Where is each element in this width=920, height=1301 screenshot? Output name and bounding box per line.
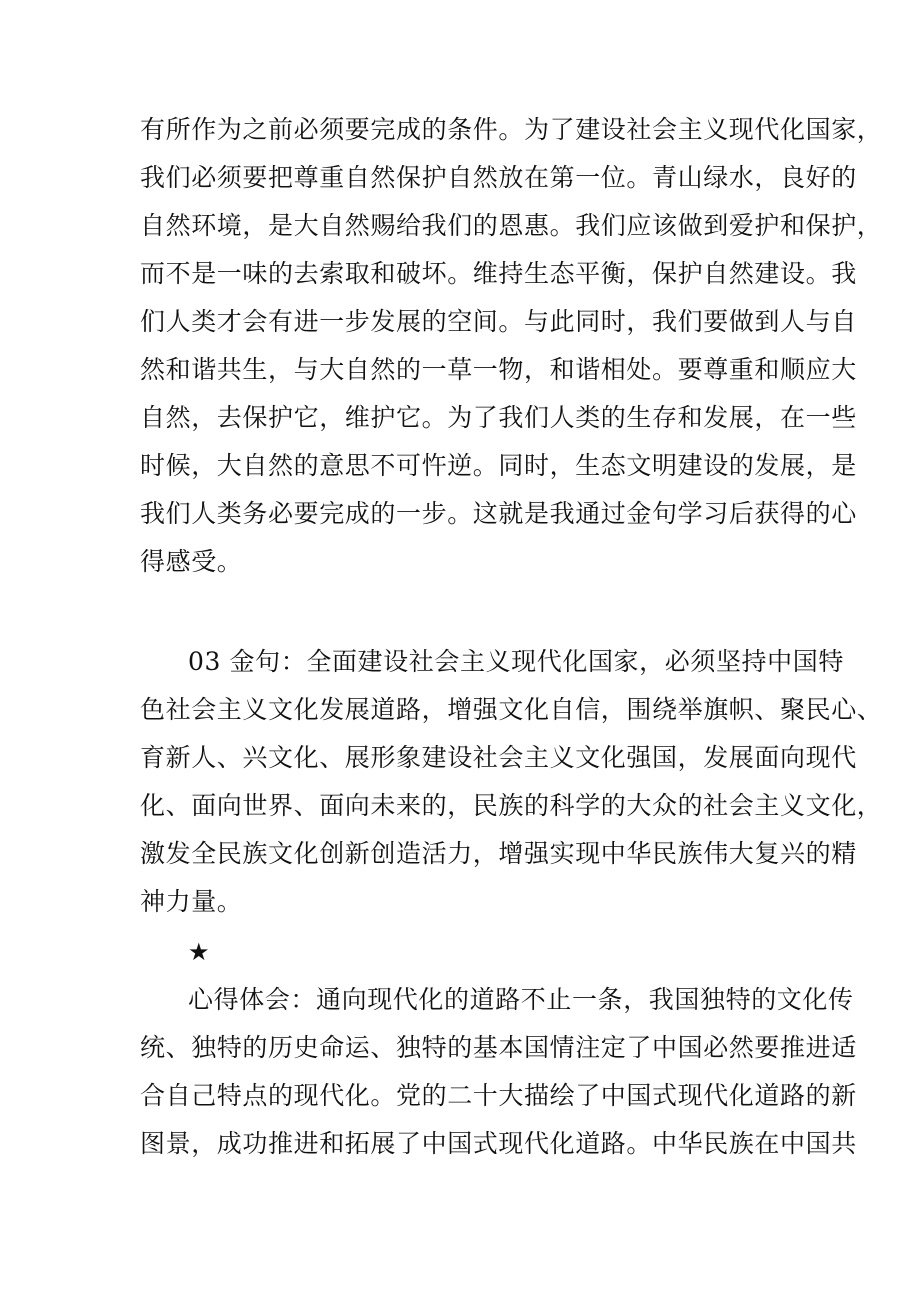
text-line: 有所作为之前必须要完成的条件。为了建设社会主义现代化国家， [140,115,883,144]
text-line: 图景，成功推进和拓展了中国式现代化道路。中华民族在中国共 [140,1129,857,1158]
star-separator-icon: ★ [188,938,210,966]
text-line: 得感受。 [140,547,243,576]
text-line: 育新人、兴文化、展形象建设社会主义文化强国，发展面向现代 [140,743,857,772]
text-line: 而不是一味的去索取和破坏。维持生态平衡，保护自然建设。我 [140,259,857,288]
text-line: 自然环境，是大自然赐给我们的恩惠。我们应该做到爱护和保护， [140,211,883,240]
text-line: 合自己特点的现代化。党的二十大描绘了中国式现代化道路的新 [140,1081,857,1110]
text-line: 统、独特的历史命运、独特的基本国情注定了中国必然要推进适 [140,1033,857,1062]
text-line: 心得体会：通向现代化的道路不止一条，我国独特的文化传 [188,985,854,1014]
text-line: 色社会主义文化发展道路，增强文化自信，围绕举旗帜、聚民心、 [140,695,883,724]
text-line: 神力量。 [140,887,243,916]
text-line: 激发全民族文化创新创造活力，增强实现中华民族伟大复兴的精 [140,839,857,868]
text-line: 我们人类务必要完成的一步。这就是我通过金句学习后获得的心 [140,499,857,528]
text-line: 03 金句：全面建设社会主义现代化国家，必须坚持中国特 [188,647,844,676]
text-line: 化、面向世界、面向未来的，民族的科学的大众的社会主义文化， [140,791,883,820]
text-line: 时候，大自然的意思不可忤逆。同时，生态文明建设的发展，是 [140,451,857,480]
text-line: 然和谐共生，与大自然的一草一物，和谐相处。要尊重和顺应大 [140,355,857,384]
text-line: 们人类才会有进一步发展的空间。与此同时，我们要做到人与自 [140,307,857,336]
text-line: 自然，去保护它，维护它。为了我们人类的生存和发展，在一些 [140,403,857,432]
text-line: 我们必须要把尊重自然保护自然放在第一位。青山绿水，良好的 [140,163,857,192]
